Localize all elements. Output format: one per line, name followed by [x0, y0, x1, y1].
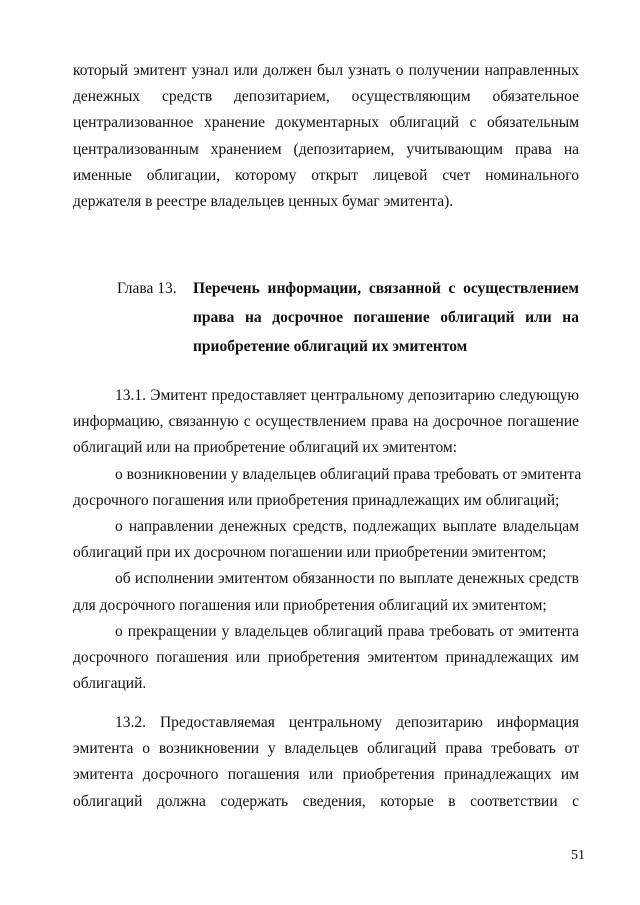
chapter-number: Глава 13. [117, 280, 177, 297]
text-line: облигаций. [73, 675, 147, 693]
chapter-title-line: права на досрочное погашение облигаций или на [193, 309, 579, 326]
text-line: который эмитент узнал или должен был узнать о получении направленных [73, 62, 579, 79]
list-item [73, 619, 579, 698]
continuation-paragraph [73, 58, 579, 215]
text-line: именные облигации, которому открыт лицевой счет номинального [73, 166, 579, 184]
text-line: 13.1. Эмитент предоставляет центральному депозитарию следующую [115, 387, 579, 404]
text-line: облигаций или на приобретение облигаций их эмитентом: [73, 439, 458, 457]
chapter-title-line: приобретение облигаций их эмитентом [193, 338, 468, 355]
text-line: облигаций при их досрочном погашении или приобретении эмитентом; [73, 544, 547, 562]
text-line: 13.2. Предоставляемая центральному депозитарию информация [115, 714, 579, 731]
text-line: эмитента досрочного погашения или приобретения принадлежащих им [73, 766, 579, 784]
text-line: об исполнении эмитентом обязанности по выплате денежных средств [115, 570, 579, 588]
text-line: о возникновении у владельцев облигаций права требовать от эмитента [115, 465, 582, 483]
text-line: досрочного погашения или приобретения эмитентом принадлежащих им [73, 648, 579, 666]
text-line: держателя в реестре владельцев ценных бумаг эмитента). [73, 192, 454, 210]
list-item [73, 462, 582, 514]
text-line: информацию, связанную с осуществлением права на досрочное погашение [73, 413, 579, 431]
list-item [73, 514, 579, 566]
text-line: централизованное хранение документарных облигаций с обязательным [73, 114, 579, 132]
text-line: досрочного погашения или приобретения принадлежащих им облигаций; [73, 491, 560, 509]
text-line: облигаций должна содержать сведения, которые в соответствии с [73, 792, 579, 810]
text-line: о прекращении у владельцев облигаций права требовать от эмитента [115, 622, 579, 640]
text-line: о направлении денежных средств, подлежащих выплате владельцам [115, 517, 579, 535]
chapter-title-line: Перечень информации, связанной с осуществлением [193, 280, 579, 297]
text-line: денежных средств депозитарием, осуществляющим обязательное [73, 88, 579, 106]
text-line: для досрочного погашения или приобретения облигаций их эмитентом; [73, 596, 547, 614]
text-line: централизованным хранением (депозитарием, учитывающим права на [73, 140, 579, 158]
chapter-title [193, 274, 579, 361]
list-item [73, 566, 579, 618]
section-13-1 [73, 383, 582, 697]
page-number: 51 [571, 848, 585, 863]
text-line: эмитента о возникновении у владельцев облигаций права требовать от [73, 740, 579, 758]
section-13-2 [73, 710, 579, 815]
